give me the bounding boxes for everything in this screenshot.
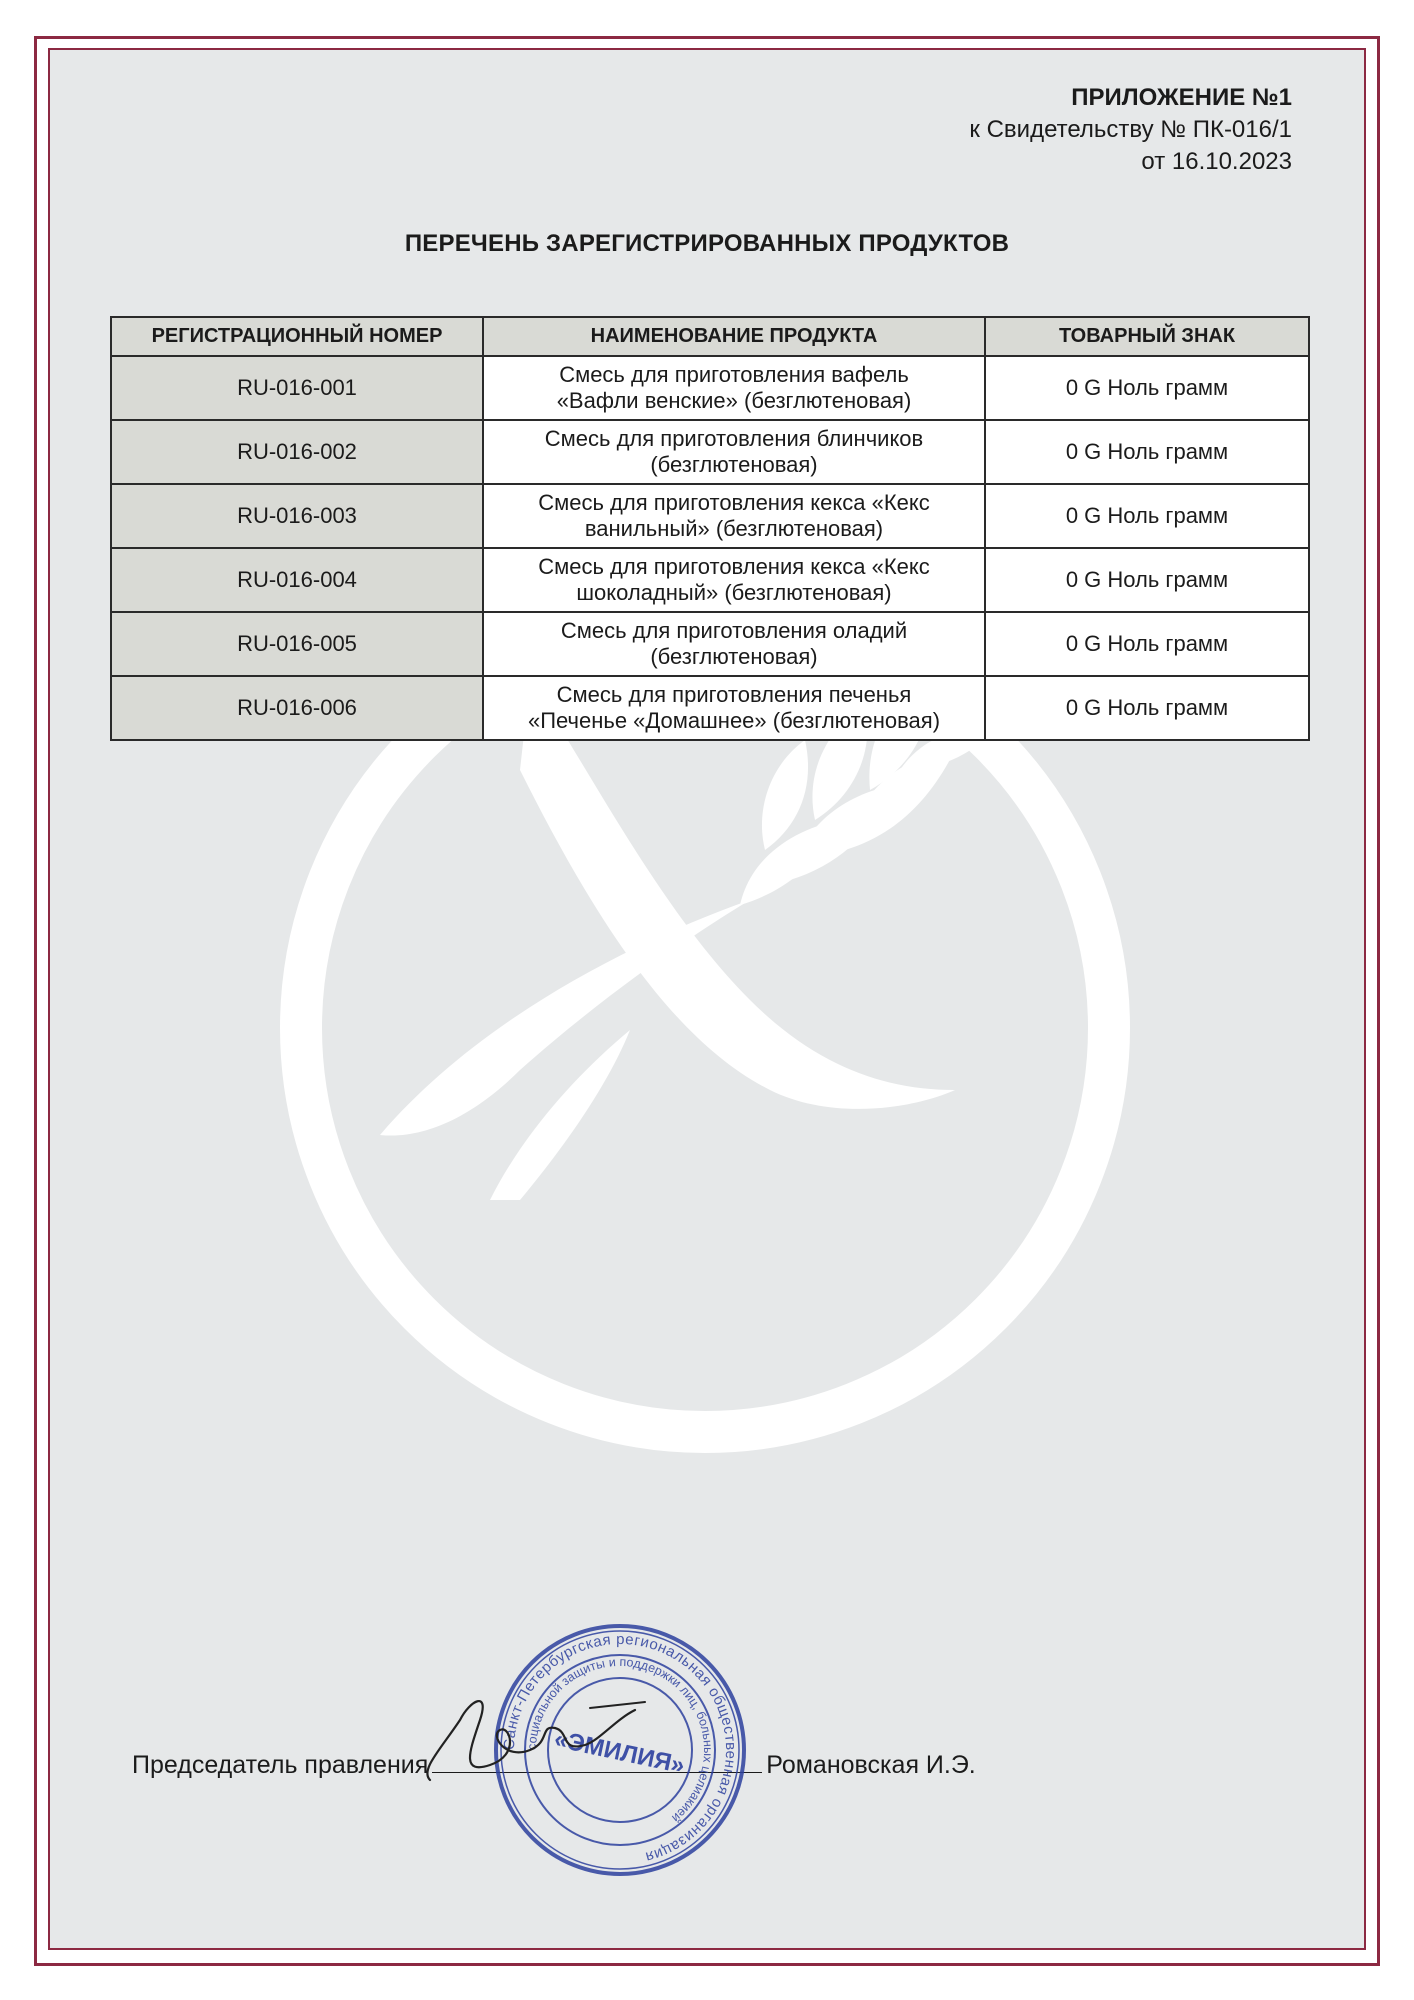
product-name-line2: (безглютеновая) xyxy=(650,452,818,477)
registration-number: RU-016-006 xyxy=(111,676,483,740)
seal-outer-text: Санкт-Петербургская региональная общественная организация xyxy=(500,1630,740,1866)
product-name-line1: Смесь для приготовления блинчиков xyxy=(544,426,924,451)
trademark: 0 G Ноль грамм xyxy=(985,676,1309,740)
product-name-line1: Смесь для приготовления кекса «Кекс xyxy=(538,554,930,579)
certificate-reference: к Свидетельству № ПК-016/1 xyxy=(969,116,1292,143)
trademark: 0 G Ноль грамм xyxy=(985,356,1309,420)
registration-number: RU-016-005 xyxy=(111,612,483,676)
column-header-mark: ТОВАРНЫЙ ЗНАК xyxy=(985,317,1309,356)
trademark: 0 G Ноль грамм xyxy=(985,420,1309,484)
product-name xyxy=(483,612,985,676)
product-name-line1: Смесь для приготовления кекса «Кекс xyxy=(538,490,930,515)
table-row xyxy=(111,676,1309,740)
registration-number: RU-016-003 xyxy=(111,484,483,548)
product-name xyxy=(483,676,985,740)
appendix-header xyxy=(969,82,1292,178)
trademark: 0 G Ноль грамм xyxy=(985,484,1309,548)
product-name-line1: Смесь для приготовления оладий xyxy=(560,618,908,643)
table-row xyxy=(111,356,1309,420)
product-name-line1: Смесь для приготовления печенья xyxy=(556,682,912,707)
trademark: 0 G Ноль грамм xyxy=(985,548,1309,612)
product-name xyxy=(483,356,985,420)
certificate-date: от 16.10.2023 xyxy=(1141,148,1292,175)
trademark: 0 G Ноль грамм xyxy=(985,612,1309,676)
table-row xyxy=(111,548,1309,612)
table-row xyxy=(111,420,1309,484)
product-name-line2: ванильный» (безглютеновая) xyxy=(584,516,884,541)
appendix-title: ПРИЛОЖЕНИЕ №1 xyxy=(1071,84,1292,111)
product-name xyxy=(483,548,985,612)
product-name-line2: «Печенье «Домашнее» (безглютеновая) xyxy=(527,708,941,733)
registration-number: RU-016-001 xyxy=(111,356,483,420)
column-header-name: НАИМЕНОВАНИЕ ПРОДУКТА xyxy=(483,317,985,356)
table-row xyxy=(111,612,1309,676)
products-table xyxy=(110,316,1310,741)
product-name xyxy=(483,484,985,548)
product-name-line2: (безглютеновая) xyxy=(650,644,818,669)
column-header-number: РЕГИСТРАЦИОННЫЙ НОМЕР xyxy=(111,317,483,356)
registration-number: RU-016-004 xyxy=(111,548,483,612)
handwritten-signature xyxy=(410,1680,670,1800)
table-row xyxy=(111,484,1309,548)
product-name xyxy=(483,420,985,484)
registration-number: RU-016-002 xyxy=(111,420,483,484)
product-name-line2: «Вафли венские» (безглютеновая) xyxy=(556,388,912,413)
signatory-name: Романовская И.Э. xyxy=(766,1751,976,1779)
signatory-title: Председатель правления xyxy=(132,1751,429,1779)
document-title: ПЕРЕЧЕНЬ ЗАРЕГИСТРИРОВАННЫХ ПРОДУКТОВ xyxy=(404,230,1010,257)
document-page xyxy=(48,48,1366,1950)
seal-inner-text: социальной защиты и поддержки лиц, больных целиакией xyxy=(524,1654,716,1826)
product-name-line2: шоколадный» (безглютеновая) xyxy=(576,580,892,605)
seal-center-text: «ЭМИЛИЯ» xyxy=(551,1725,688,1780)
product-name-line1: Смесь для приготовления вафель xyxy=(559,362,909,387)
table-header-row xyxy=(111,317,1309,356)
